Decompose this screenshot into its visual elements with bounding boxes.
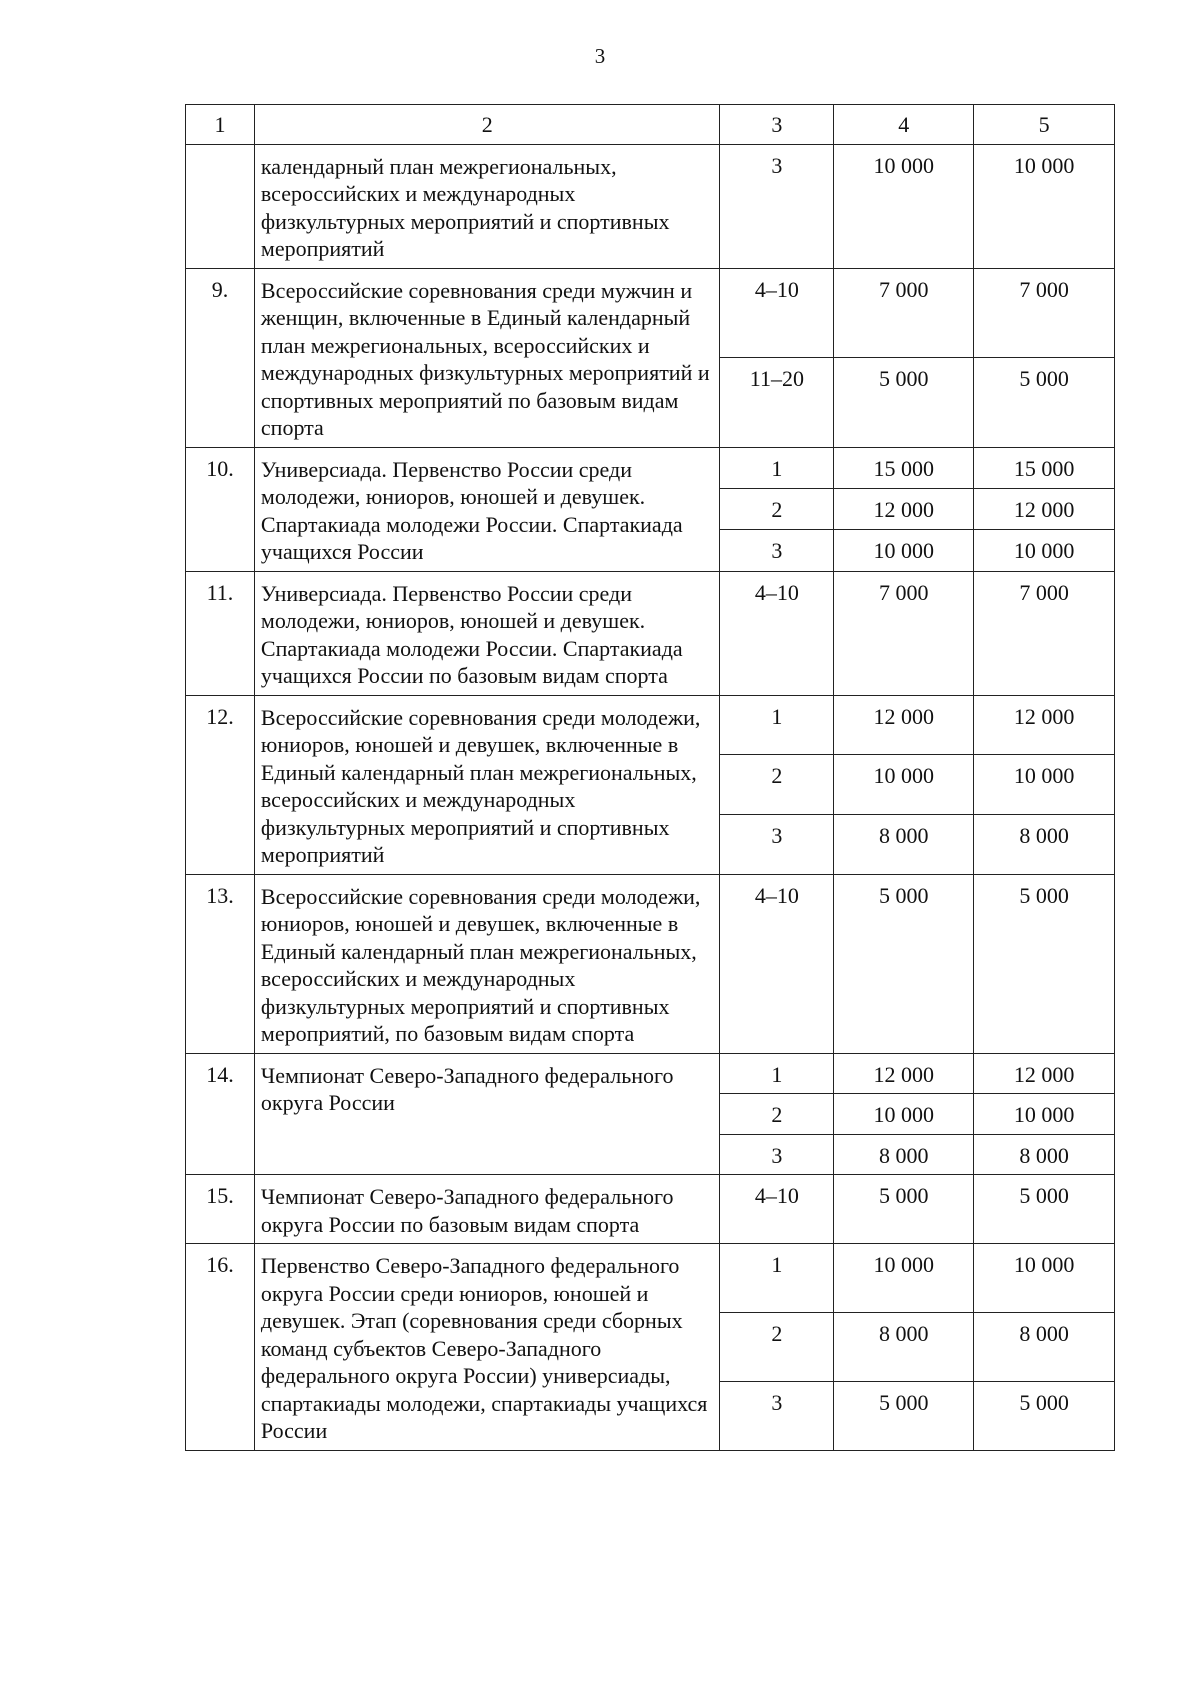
competition-name: Универсиада. Первенство России среди молодежи, юниоров, юношей и девушек. Спартакиада молодежи России. Спартакиада учащихся России [254,447,720,571]
competition-name: Чемпионат Северо-Западного федерального округа России [254,1053,720,1175]
header-col-3: 3 [720,105,834,145]
place: 1 [720,1244,834,1313]
amount-col-5: 5 000 [974,1175,1115,1244]
row-number: 13. [186,874,255,1053]
place: 4–10 [720,1175,834,1244]
amount-col-5: 5 000 [974,874,1115,1053]
amount-col-4: 5 000 [834,1175,974,1244]
competition-name: Универсиада. Первенство России среди молодежи, юниоров, юношей и девушек. Спартакиада молодежи России. Спартакиада учащихся России по базовым видам спорта [254,571,720,695]
header-row [186,105,1115,145]
place: 2 [720,1312,834,1381]
amount-col-5: 12 000 [974,695,1115,755]
competition-name: Всероссийские соревнования среди мужчин и женщин, включенные в Единый календарный план межрегиональных, всероссийских и международных физкультурных мероприятий и спортивных мероприятий по базовым видам спорта [254,268,720,447]
place: 4–10 [720,268,834,358]
header-col-2: 2 [254,105,720,145]
header-col-1: 1 [186,105,255,145]
amount-col-5: 8 000 [974,814,1115,874]
table-row [186,874,1115,1053]
amount-col-4: 5 000 [834,874,974,1053]
row-number: 14. [186,1053,255,1175]
row-number: 9. [186,268,255,447]
place: 3 [720,1134,834,1175]
place: 3 [720,144,834,268]
table-row [186,144,1115,268]
competition-name: Первенство Северо-Западного федерального округа России среди юниоров, юношей и девушек. Этап (соревнования среди сборных команд субъектов Северо-Западного федерального округа России) универсиады, спартакиады молодежи, спартакиады учащихся России [254,1244,720,1451]
table-row [186,1175,1115,1244]
header-col-4: 4 [834,105,974,145]
amount-col-4: 5 000 [834,1381,974,1450]
amount-col-4: 12 000 [834,488,974,529]
amount-col-5: 15 000 [974,447,1115,488]
awards-table [185,104,1115,1451]
amount-col-4: 12 000 [834,1053,974,1094]
table-row [186,268,1115,358]
competition-name: Всероссийские соревнования среди молодежи, юниоров, юношей и девушек, включенные в Единый календарный план межрегиональных, всероссийских и международных физкультурных мероприятий и спортивных мероприятий [254,695,720,874]
amount-col-5: 5 000 [974,1381,1115,1450]
amount-col-5: 12 000 [974,1053,1115,1094]
row-number: 10. [186,447,255,571]
amount-col-4: 8 000 [834,1134,974,1175]
table-body [186,144,1115,1450]
place: 1 [720,447,834,488]
table-row [186,571,1115,695]
place: 2 [720,755,834,815]
table-row [186,695,1115,755]
amount-col-4: 8 000 [834,814,974,874]
amount-col-4: 10 000 [834,755,974,815]
place: 2 [720,1094,834,1135]
amount-col-5: 8 000 [974,1312,1115,1381]
table-row [186,447,1115,488]
amount-col-5: 8 000 [974,1134,1115,1175]
amount-col-5: 10 000 [974,144,1115,268]
amount-col-5: 10 000 [974,1244,1115,1313]
place: 3 [720,1381,834,1450]
row-number [186,144,255,268]
amount-col-4: 7 000 [834,268,974,358]
place: 1 [720,1053,834,1094]
row-number: 11. [186,571,255,695]
amount-col-5: 10 000 [974,755,1115,815]
amount-col-5: 12 000 [974,488,1115,529]
amount-col-4: 7 000 [834,571,974,695]
row-number: 16. [186,1244,255,1451]
amount-col-5: 7 000 [974,268,1115,358]
header-col-5: 5 [974,105,1115,145]
amount-col-4: 10 000 [834,144,974,268]
amount-col-5: 5 000 [974,358,1115,448]
amount-col-4: 5 000 [834,358,974,448]
page-number: 3 [594,44,606,68]
amount-col-4: 15 000 [834,447,974,488]
amount-col-5: 10 000 [974,1094,1115,1135]
place: 11–20 [720,358,834,448]
amount-col-4: 8 000 [834,1312,974,1381]
row-number: 12. [186,695,255,874]
table-row [186,1053,1115,1094]
place: 4–10 [720,571,834,695]
row-number: 15. [186,1175,255,1244]
amount-col-4: 10 000 [834,1244,974,1313]
competition-name: Всероссийские соревнования среди молодежи, юниоров, юношей и девушек, включенные в Единый календарный план межрегиональных, всероссийских и международных физкультурных мероприятий и спортивных мероприятий, по базовым видам спорта [254,874,720,1053]
place: 2 [720,488,834,529]
place: 3 [720,814,834,874]
amount-col-5: 7 000 [974,571,1115,695]
table-row [186,1244,1115,1313]
competition-name: календарный план межрегиональных, всероссийских и международных физкультурных мероприятий и спортивных мероприятий [254,144,720,268]
amount-col-4: 10 000 [834,530,974,571]
competition-name: Чемпионат Северо-Западного федерального округа России по базовым видам спорта [254,1175,720,1244]
amount-col-4: 12 000 [834,695,974,755]
place: 1 [720,695,834,755]
place: 3 [720,530,834,571]
amount-col-4: 10 000 [834,1094,974,1135]
amount-col-5: 10 000 [974,530,1115,571]
place: 4–10 [720,874,834,1053]
